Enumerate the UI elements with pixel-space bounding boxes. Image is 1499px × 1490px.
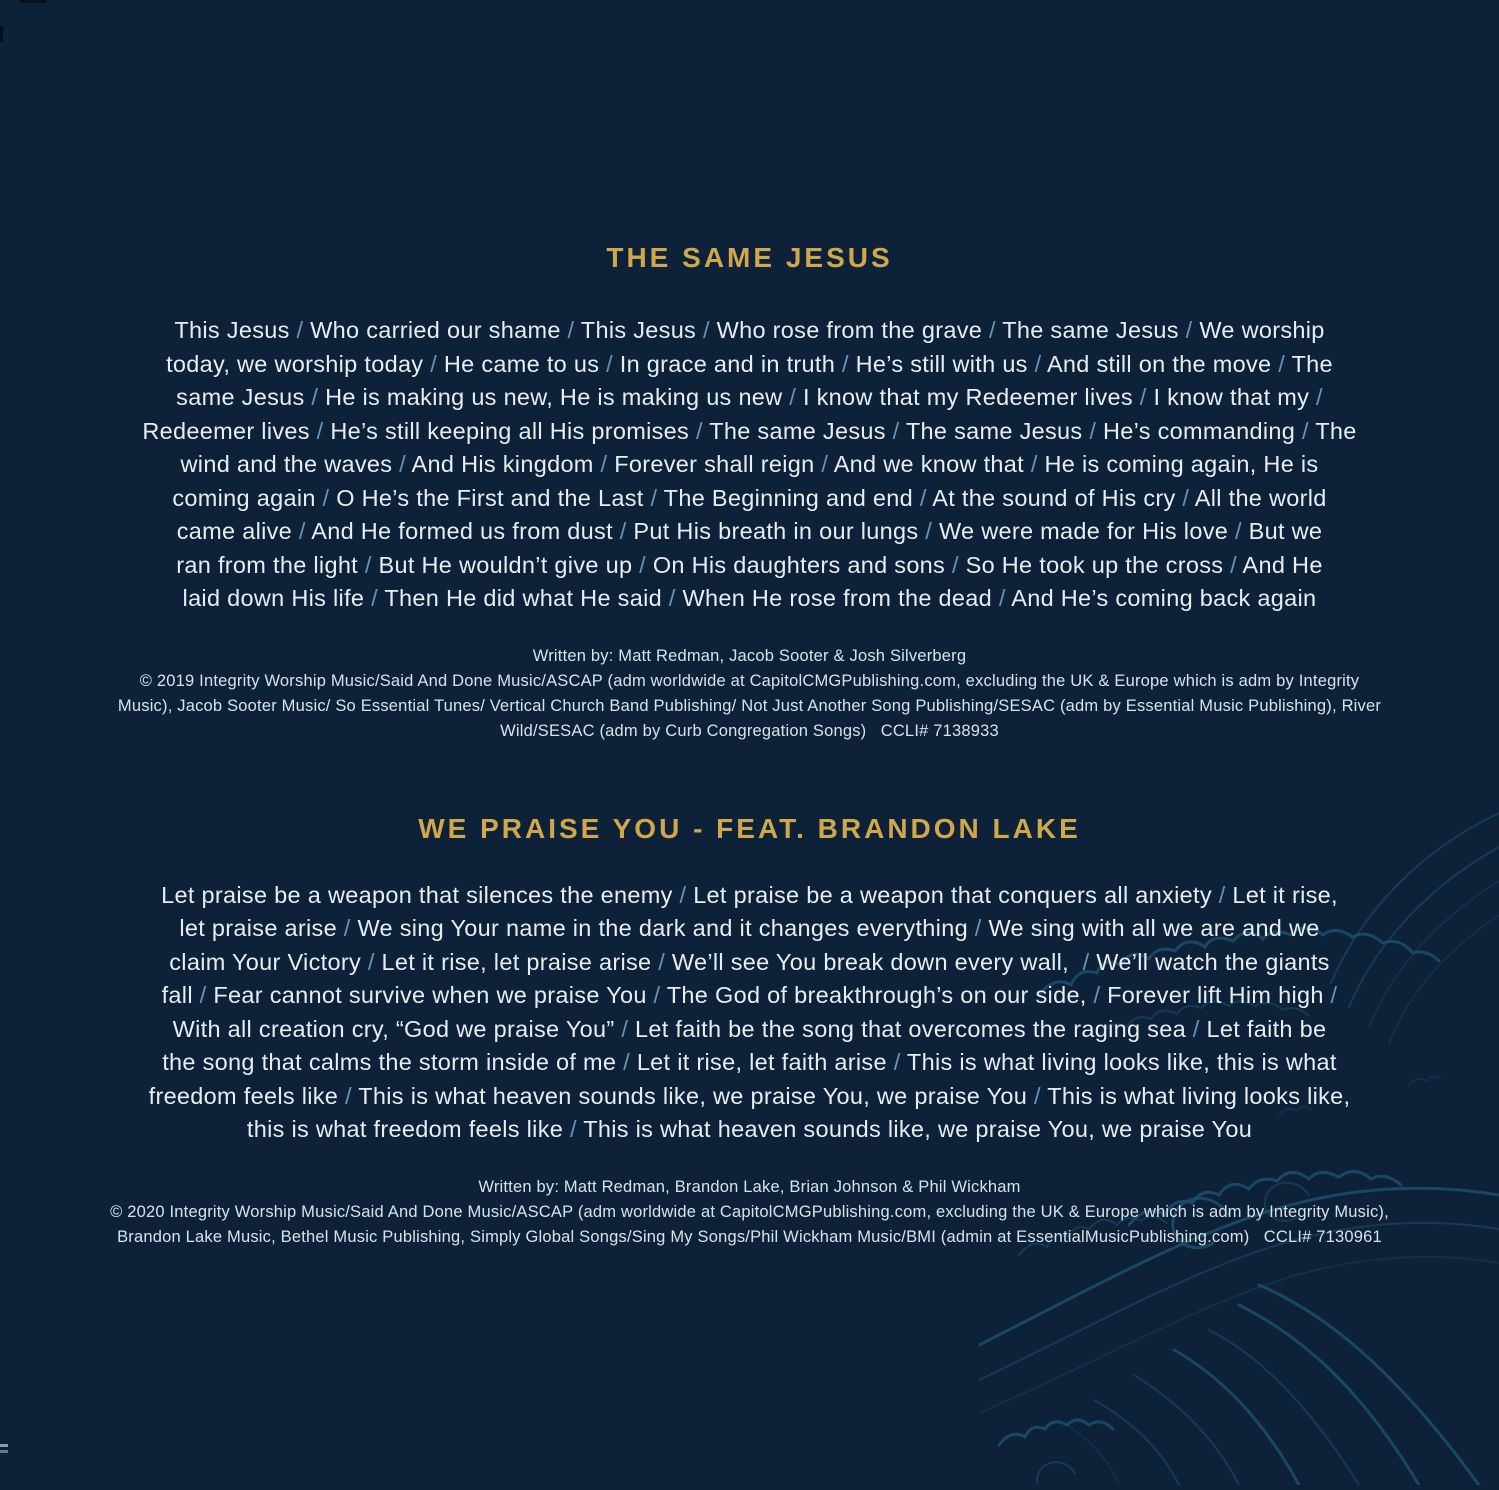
copyright-line: Wild/SESAC (adm by Curb Congregation Songs) CCLI# 7138933 — [500, 722, 999, 741]
lyric-line: same Jesus / He is making us new, He is making us new / I know that my Redeemer lives / I know that my / — [176, 384, 1323, 410]
credits-block — [0, 644, 1499, 745]
copyright-line: © 2019 Integrity Worship Music/Said And Done Music/ASCAP (adm worldwide at CapitolCMGPublishing.com, excluding the UK & Europe which is adm by Integrity — [139, 671, 1360, 690]
song-title: THE SAME JESUS — [606, 242, 893, 273]
lyric-line: the song that calms the storm inside of me / Let it rise, let faith arise / This is what living looks like, this is what — [162, 1049, 1337, 1076]
lyric-line: coming again / O He’s the First and the Last / The Beginning and end / At the sound of His cry / All the world — [172, 484, 1327, 511]
written-by: Written by: Matt Redman, Brandon Lake, Brian Johnson & Phil Wickham — [478, 1177, 1021, 1196]
copyright-line: © 2020 Integrity Worship Music/Said And Done Music/ASCAP (adm worldwide at CapitolCMGPublishing.com, excluding the UK & Europe which is adm by Integrity Music), — [110, 1202, 1389, 1221]
credits-block — [0, 1175, 1499, 1251]
song-title: WE PRAISE YOU - FEAT. BRANDON LAKE — [418, 812, 1081, 844]
lyric-line: claim Your Victory / Let it rise, let praise arise / We’ll see You break down every wall, / We’ll watch the giants — [169, 948, 1330, 975]
lyric-line: Redeemer lives / He’s still keeping all His promises / The same Jesus / The same Jesus / He’s commanding / The — [142, 417, 1357, 444]
lyric-line: With all creation cry, “God we praise You” / Let faith be the song that overcomes the raging sea / Let faith be — [172, 1015, 1327, 1042]
lyric-line: let praise arise / We sing Your name in the dark and it changes everything / We sing with all we are and we — [179, 915, 1320, 942]
written-by: Written by: Matt Redman, Jacob Sooter & Josh Silverberg — [532, 646, 967, 665]
lyrics-block — [0, 879, 1499, 1147]
print-artifact — [0, 1444, 8, 1447]
song-section-we-praise-you — [0, 811, 1499, 1251]
copyright-line: Music), Jacob Sooter Music/ So Essential Tunes/ Vertical Church Band Publishing/ Not Just Another Song Publishing/SESAC (adm by Essential Music Publishing), River — [117, 697, 1382, 716]
lyric-line: fall / Fear cannot survive when we praise You / The God of breakthrough’s on our side, / Forever lift Him high / — [161, 982, 1338, 1009]
print-artifact — [0, 26, 3, 42]
lyric-line: ran from the light / But He wouldn’t give up / On His daughters and sons / So He took up the cross / And He — [176, 551, 1323, 578]
lyric-line: Let praise be a weapon that silences the enemy / Let praise be a weapon that conquers all anxiety / Let it rise, — [161, 881, 1338, 908]
lyric-line: today, we worship today / He came to us / In grace and in truth / He’s still with us / And still on the move / The — [166, 350, 1333, 377]
print-artifact — [20, 0, 46, 3]
lyric-line: This Jesus / Who carried our shame / This Jesus / Who rose from the grave / The same Jesus / We worship — [174, 317, 1325, 343]
lyric-line: came alive / And He formed us from dust / Put His breath in our lungs / We were made for His love / But we — [176, 518, 1323, 544]
lyrics-block — [0, 314, 1499, 616]
lyric-line: this is what freedom feels like / This is what heaven sounds like, we praise You, we praise You — [246, 1116, 1253, 1143]
lyric-line: wind and the waves / And His kingdom / Forever shall reign / And we know that / He is coming again, He is — [180, 451, 1319, 477]
copyright-line: Brandon Lake Music, Bethel Music Publishing, Simply Global Songs/Sing My Songs/Phil Wickham Music/BMI (admin at EssentialMusicPublishing.com) CCLI# 7130961 — [117, 1228, 1382, 1247]
lyric-line: freedom feels like / This is what heaven sounds like, we praise You, we praise You / This is what living looks like, — [148, 1082, 1351, 1109]
lyric-line: laid down His life / Then He did what He said / When He rose from the dead / And He’s coming back again — [182, 585, 1317, 611]
